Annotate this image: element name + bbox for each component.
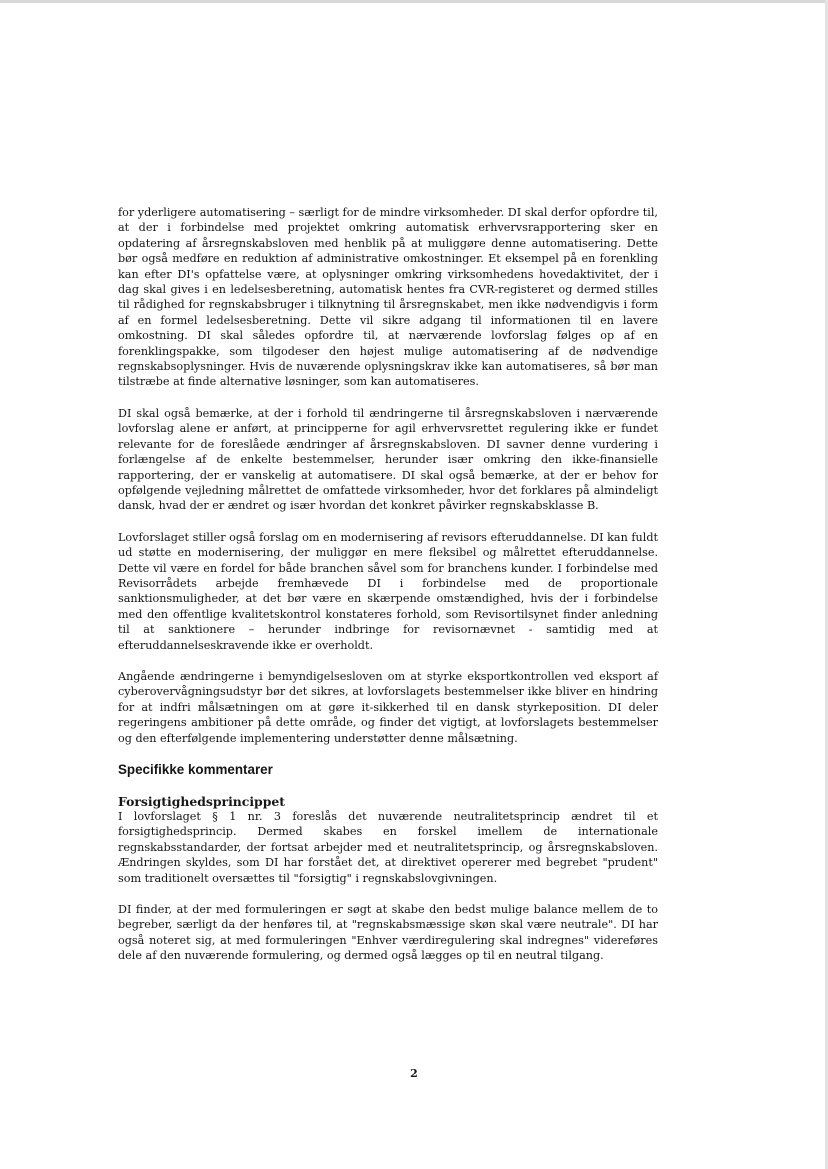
page-number: 2 bbox=[410, 1067, 418, 1080]
paragraph-prudence-principle: I lovforslaget § 1 nr. 3 foreslås det nuværende neutralitetsprincip ændret til et forsigtighedsprincip. Dermed skabes en forskel imellem de internationale regnskabsstandarder, der fortsat arbejder med et neutralitetsprincip, og årsregnskabsloven. Ændringen skyldes, som DI har forstået det, at direktivet opererer med begrebet "prudent" som traditionelt oversættes til "forsigtig" i regnskabslovgivningen. bbox=[118, 810, 658, 885]
paragraph-export-control: Angående ændringerne i bemyndigelsesloven om at styrke eksportkontrollen ved eksport af cyberovervågningsudstyr bør det sikres, at lovforslagets bestemmelser ikke bliver en hindring for at indfri målsætningen om at gøre it-sikkerhed til en dansk styrkeposition. DI deler regeringens ambitioner på dette område, og finder det vigtigt, at lovforslagets bestemmelser og den efterfølgende implementering understøtter denne målsætning. bbox=[118, 669, 658, 745]
paragraph-neutral-balance: DI finder, at der med formuleringen er søgt at skabe den bedst mulige balance mellem de to begreber, særligt da der henføres til, at "regnskabsmæssige skøn skal være neutrale". DI har også noteret sig, at med formuleringen "Enhver værdiregulering skal indregnes" videreføres dele af den nuværende formulering, og dermed også lægges op til en neutral tilgang. bbox=[118, 903, 658, 963]
paragraph-agile-regulation: DI skal også bemærke, at der i forhold til ændringerne til årsregnskabsloven i nærværende lovforslag alene er anført, at principperne for agil erhvervsrettet regulering ikke er fundet relevante for de foreslåede ændringer af årsregnskabsloven. DI savner denne vurdering i forlængelse af de enkelte bestemmelser, herunder især omkring den ikke-finansielle rapportering, der er vanskelig at automatisere. DI skal også bemærke, at der er behov for opfølgende vejledning målrettet de omfattede virksomheder, hvor det forklares på almindeligt dansk, hvad der er ændret og især hvordan det konkret påvirker regnskabsklasse B. bbox=[118, 406, 658, 513]
page-top-edge bbox=[0, 0, 828, 3]
sub-heading: Forsigtighedsprincippet bbox=[118, 794, 285, 809]
paragraph-automation: for yderligere automatisering – særligt for de mindre virksomheder. DI skal derfor opfordre til, at der i forbindelse med projektet omkring automatisk erhvervsrapportering sker en opdatering af årsregnskabsloven med henblik på at muliggøre denne automatisering. Dette bør også medføre en reduktion af administrative omkostninger. Et eksempel på en forenkling kan efter DI's opfattelse være, at oplysninger omkring virksomhedens hovedaktivitet, der i dag skal gives i en ledelsesberetning, automatisk hentes fra CVR-registeret og dermed stilles til rådighed for regnskabsbruger i tilknytning til årsregnskabet, men ikke nødvendigvis i form af en formel ledelsesberetning. Dette vil sikre adgang til informationen til en lavere omkostning. DI skal således opfordre til, at nærværende lovforslag følges op af en forenklingspakke, som tilgodeser den højest mulige automatisering af de nødvendige regnskabsoplysninger. Hvis de nuværende oplysningskrav ikke kan automatiseres, så bør man tilstræbe at finde alternative løsninger, som kan automatiseres. bbox=[118, 206, 658, 389]
paragraph-auditor-education: Lovforslaget stiller også forslag om en modernisering af revisors efteruddannelse. DI kan fuldt ud støtte en modernisering, der muliggør en mere fleksibel og målrettet efteruddannelse. Dette vil være en fordel for både branchen såvel som for branchens kunder. I forbindelse med Revisorrådets arbejde fremhævede DI i forbindelse med de proportionale sanktionsmuligheder, at det bør være en skærpende omstændighed, hvis der i forbindelse med den offentlige kvalitetskontrol konstateres forhold, som Revisortilsynet finder anledning til at sanktionere – herunder indbringe for revisornævnet - samtidig med at efteruddannelseskravende ikke er overholdt. bbox=[118, 530, 658, 652]
document-body bbox=[118, 205, 658, 980]
section-heading: Specifikke kommentarer bbox=[118, 762, 273, 777]
